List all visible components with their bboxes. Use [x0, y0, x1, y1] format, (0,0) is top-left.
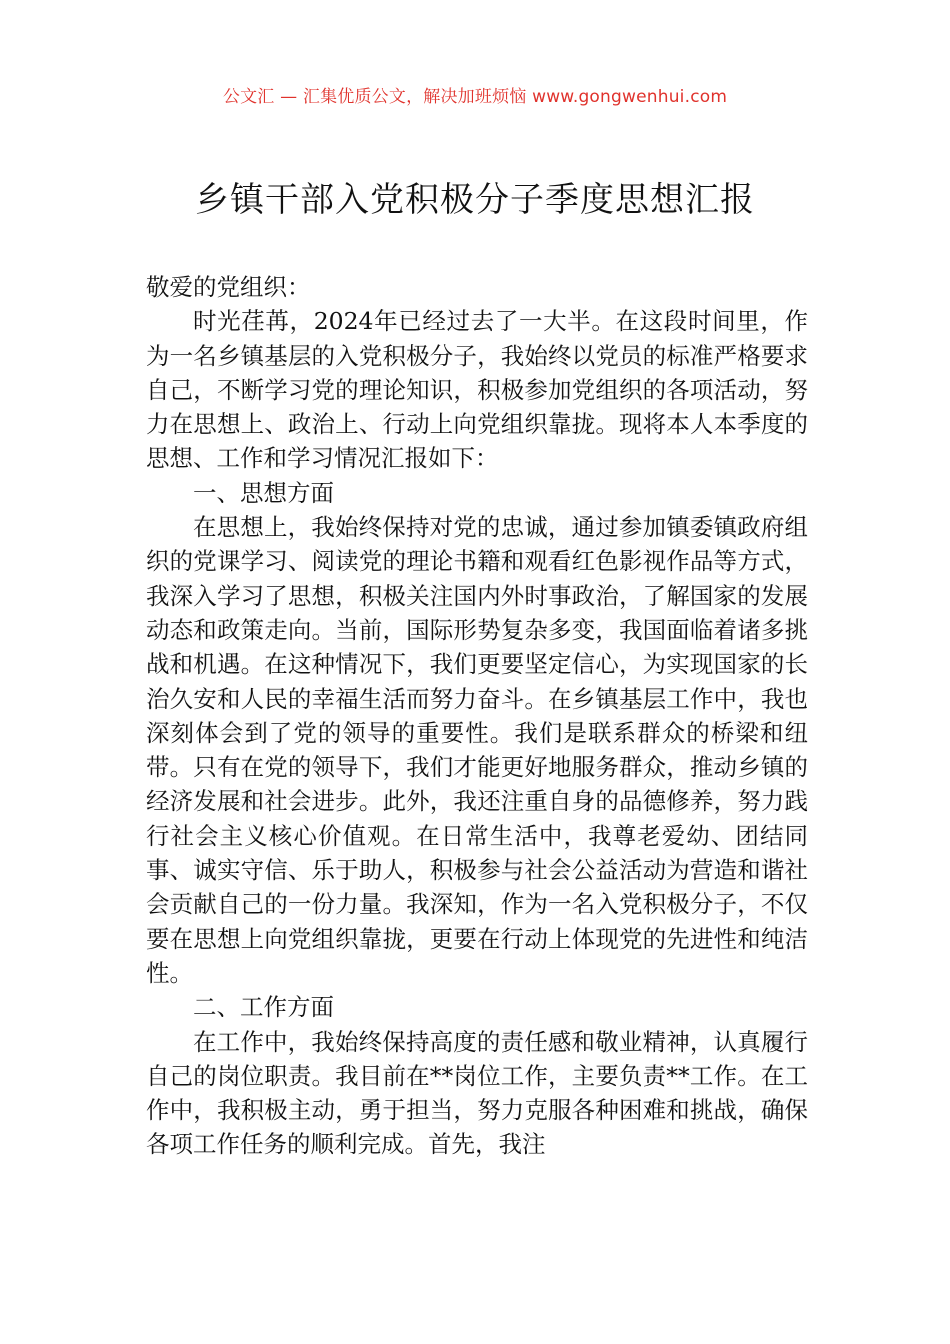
header-banner[interactable]: 公文汇 — 汇集优质公文，解决加班烦恼 www.gongwenhui.com — [222, 87, 728, 107]
paragraph-intro: 时光荏苒，2024年已经过去了一大半。在这段时间里，作为一名乡镇基层的入党积极分子，我始终以党员的标准严格要求自己，不断学习党的理论知识，积极参加党组织的各项活动，努力在思想上、政治上、行动上向党组织靠拢。现将本人本季度的思想、工作和学习情况汇报如下： — [146, 307, 808, 473]
document-body — [146, 270, 808, 1162]
document-title: 乡镇干部入党积极分子季度思想汇报 — [195, 180, 755, 220]
paragraph-thought: 在思想上，我始终保持对党的忠诚，通过参加镇委镇政府组织的党课学习、阅读党的理论书籍和观看红色影视作品等方式，我深入学习了思想，积极关注国内外时事政治，了解国家的发展动态和政策走向。当前，国际形势复杂多变，我国面临着诸多挑战和机遇。在这种情况下，我们更要坚定信心，为实现国家的长治久安和人民的幸福生活而努力奋斗。在乡镇基层工作中，我也深刻体会到了党的领导的重要性。我们是联系群众的桥梁和纽带。只有在党的领导下，我们才能更好地服务群众，推动乡镇的经济发展和社会进步。此外，我还注重自身的品德修养，努力践行社会主义核心价值观。在日常生活中，我尊老爱幼、团结同事、诚实守信、乐于助人，积极参与社会公益活动为营造和谐社会贡献自己的一份力量。我深知，作为一名入党积极分子，不仅要在思想上向党组织靠拢，更要在行动上体现党的先进性和纯洁性。 — [146, 513, 808, 987]
section-heading-work: 二、工作方面 — [193, 993, 334, 1022]
section-heading-thought: 一、思想方面 — [193, 478, 334, 507]
paragraph-work: 在工作中，我始终保持高度的责任感和敬业精神，认真履行自己的岗位职责。我目前在**岗位工作，主要负责**工作。在工作中，我积极主动，勇于担当，努力克服各种困难和挑战，确保各项工作任务的顺利完成。首先，我注 — [146, 1027, 808, 1159]
salutation: 敬爱的党组织： — [146, 273, 311, 301]
